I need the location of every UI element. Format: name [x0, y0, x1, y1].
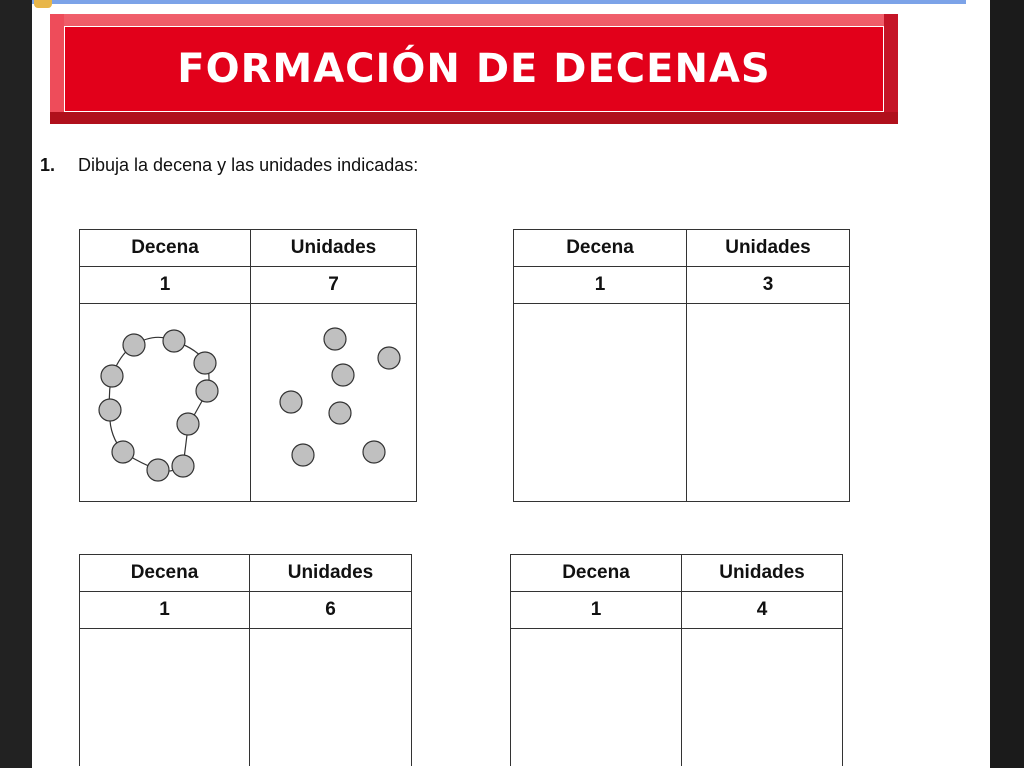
unit-circle	[196, 380, 218, 402]
header-unidades: Unidades	[250, 555, 412, 592]
unit-circle	[163, 330, 185, 352]
unit-circle	[177, 413, 199, 435]
header-unidades: Unidades	[682, 555, 843, 592]
drawing-area-unidades	[682, 629, 843, 767]
unit-circle	[292, 444, 314, 466]
value-unidades: 6	[250, 592, 412, 629]
unit-circle	[378, 347, 400, 369]
drawing-area-unidades	[251, 304, 417, 502]
place-value-table-1	[79, 229, 417, 502]
page-title: FORMACIÓN DE DECENAS	[177, 46, 771, 92]
unit-circle	[101, 365, 123, 387]
value-decena: 1	[80, 267, 251, 304]
header-decena: Decena	[80, 555, 250, 592]
value-decena: 1	[514, 267, 687, 304]
header-unidades: Unidades	[687, 230, 850, 267]
ten-circles-drawing	[80, 304, 250, 501]
instruction-number: 1.	[40, 155, 56, 175]
header-decena: Decena	[514, 230, 687, 267]
drawing-area-unidades	[687, 304, 850, 502]
value-unidades: 7	[251, 267, 417, 304]
value-unidades: 3	[687, 267, 850, 304]
unit-circles-drawing	[251, 304, 416, 501]
place-value-table-4	[510, 554, 843, 766]
instruction	[40, 155, 418, 176]
unit-circle	[99, 399, 121, 421]
drawing-area-decena	[514, 304, 687, 502]
drawing-area-decena	[80, 304, 251, 502]
place-value-table-3	[79, 554, 412, 766]
right-margin	[990, 0, 1024, 768]
place-value-table-2	[513, 229, 850, 502]
unit-circle	[280, 391, 302, 413]
title-banner	[50, 14, 898, 124]
value-decena: 1	[511, 592, 682, 629]
corner-mark	[34, 0, 52, 8]
unit-circle	[329, 402, 351, 424]
unit-circle	[324, 328, 346, 350]
header-decena: Decena	[80, 230, 251, 267]
value-unidades: 4	[682, 592, 843, 629]
unit-circle	[172, 455, 194, 477]
header-decena: Decena	[511, 555, 682, 592]
unit-circle	[123, 334, 145, 356]
left-margin	[0, 0, 32, 768]
unit-circle	[363, 441, 385, 463]
instruction-text: Dibuja la decena y las unidades indicadas:	[78, 155, 419, 175]
drawing-area-decena	[511, 629, 682, 767]
unit-circle	[112, 441, 134, 463]
top-border	[32, 0, 966, 4]
value-decena: 1	[80, 592, 250, 629]
banner-face	[64, 26, 884, 112]
header-unidades: Unidades	[251, 230, 417, 267]
drawing-area-decena	[80, 629, 250, 767]
drawing-area-unidades	[250, 629, 412, 767]
worksheet-page	[32, 0, 990, 768]
unit-circle	[332, 364, 354, 386]
unit-circle	[194, 352, 216, 374]
unit-circle	[147, 459, 169, 481]
